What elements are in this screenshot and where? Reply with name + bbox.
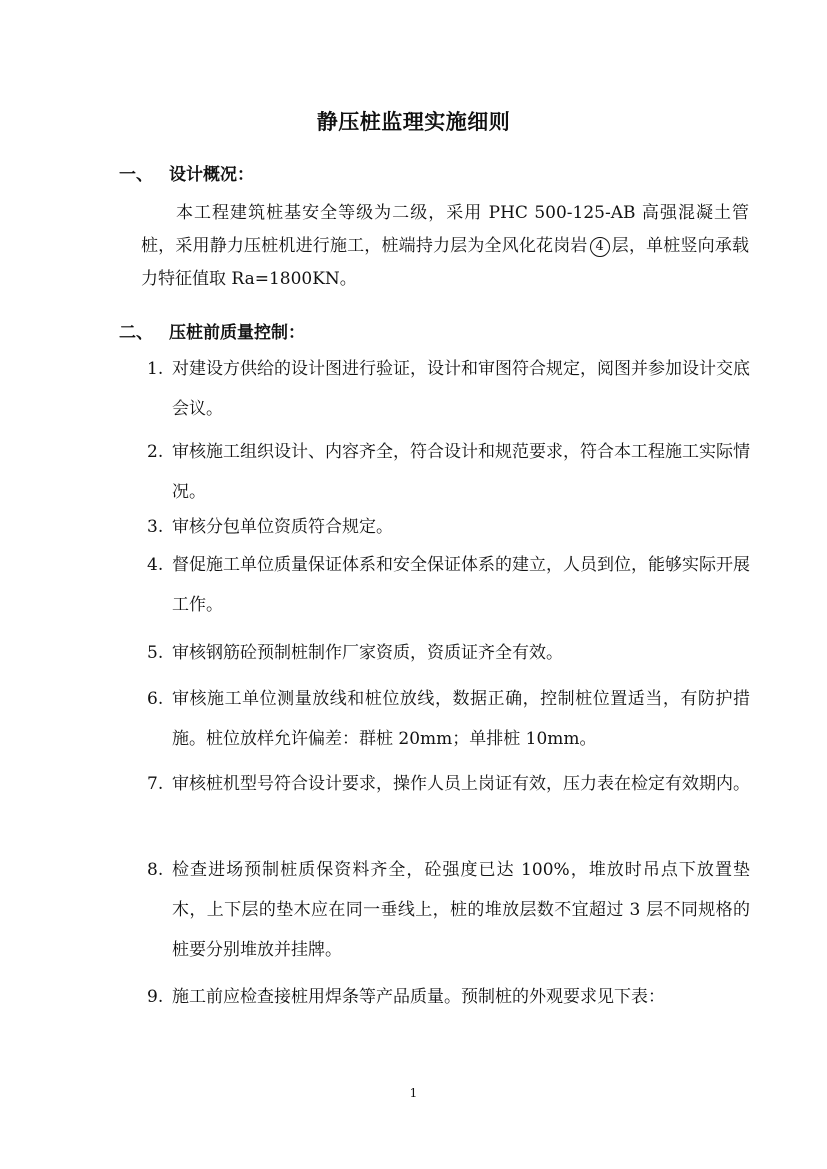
item-number: 3. (147, 517, 164, 537)
list-item (147, 679, 750, 759)
item-text: 审核施工组织设计、内容齐全，符合设计和规范要求，符合本工程施工实际情况。 (172, 442, 750, 502)
page-number: 1 (409, 1086, 418, 1100)
section-number: 一、 (119, 165, 153, 185)
item-text: 督促施工单位质量保证体系和安全保证体系的建立，人员到位，能够实际开展工作。 (172, 555, 750, 615)
list-item (147, 545, 750, 625)
circled-number: 4 (590, 237, 610, 257)
section-heading-overview (119, 160, 254, 185)
item-number: 1. (147, 359, 164, 379)
item-number: 2. (147, 442, 164, 462)
list-item (147, 507, 750, 547)
list-item (147, 850, 750, 970)
overview-text-after: 层，单桩竖向承载力特征值取 Ra=1800KN。 (141, 236, 750, 289)
list-item (147, 764, 750, 804)
overview-paragraph (141, 197, 749, 296)
item-number: 5. (147, 643, 164, 663)
item-text: 审核分包单位资质符合规定。 (172, 517, 393, 537)
item-text: 施工前应检查接桩用焊条等产品质量。预制桩的外观要求见下表： (172, 987, 665, 1007)
list-item (147, 349, 750, 429)
section-title: 压桩前质量控制： (169, 323, 305, 343)
item-number: 7. (147, 774, 164, 794)
section-heading-quality (119, 318, 305, 343)
item-text: 审核施工单位测量放线和桩位放线，数据正确，控制桩位置适当，有防护措施。桩位放样允许偏差：群桩 20mm；单排桩 10mm。 (172, 689, 750, 749)
overview-text-before: 本工程建筑桩基安全等级为二级，采用 PHC 500-125-AB 高强混凝土管桩，采用静力压桩机进行施工，桩端持力层为全风化花岗岩 (141, 203, 749, 256)
list-item (147, 977, 750, 1017)
list-item (147, 432, 750, 512)
item-text: 审核桩机型号符合设计要求，操作人员上岗证有效，压力表在检定有效期内。 (172, 774, 750, 794)
item-text: 对建设方供给的设计图进行验证，设计和审图符合规定，阅图并参加设计交底会议。 (172, 359, 750, 419)
item-text: 审核钢筋砼预制桩制作厂家资质，资质证齐全有效。 (172, 643, 563, 663)
section-title: 设计概况： (169, 165, 254, 185)
item-text: 检查进场预制桩质保资料齐全，砼强度已达 100%，堆放时吊点下放置垫木，上下层的垫木应在同一垂线上，桩的堆放层数不宜超过 3 层不同规格的桩要分别堆放并挂牌。 (172, 860, 750, 960)
item-number: 6. (147, 689, 164, 709)
section-number: 二、 (119, 323, 153, 343)
item-number: 8. (147, 860, 164, 880)
item-number: 9. (147, 987, 164, 1007)
document-title: 静压桩监理实施细则 (316, 109, 511, 134)
item-number: 4. (147, 555, 164, 575)
list-item (147, 633, 750, 673)
